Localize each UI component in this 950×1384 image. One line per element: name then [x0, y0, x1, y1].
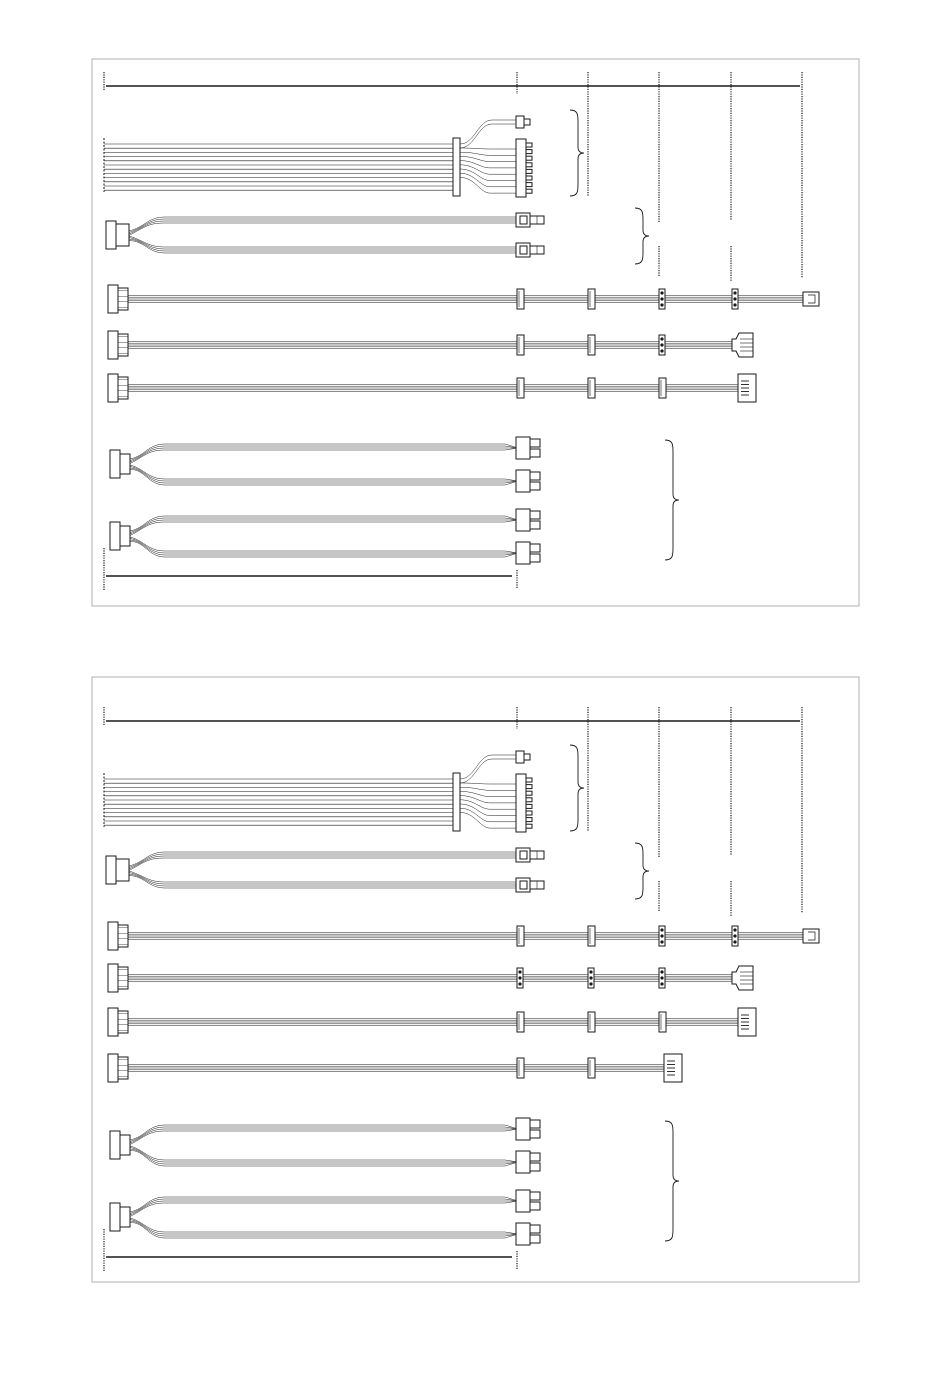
pin-dot — [733, 928, 736, 931]
pin-dot — [589, 982, 592, 985]
main-connector-pin — [526, 189, 532, 193]
molex-connector — [732, 289, 738, 309]
pin-dot — [660, 343, 663, 346]
cable-wire — [460, 787, 516, 790]
psu-side-connector — [108, 1054, 128, 1082]
daisy-chain-cable — [108, 922, 819, 950]
cable-wire — [130, 1150, 518, 1166]
cable-wire — [129, 223, 516, 236]
psu-side-connector — [108, 331, 128, 359]
molex-end-connector — [732, 966, 753, 990]
connector-body — [588, 289, 595, 309]
pcie-connector-body — [516, 509, 530, 531]
cable-wire — [460, 800, 516, 809]
connector-body — [732, 333, 753, 357]
daisy-chain-cable — [108, 331, 753, 359]
main-connector-pin — [526, 818, 532, 822]
molex-connector — [588, 968, 594, 988]
floppy-connector — [803, 292, 819, 306]
main-connector-pin — [526, 176, 532, 180]
pin-dot — [660, 291, 663, 294]
pcie-latch — [530, 482, 540, 490]
floppy-connector — [803, 929, 819, 943]
aux-connector-latch — [524, 754, 530, 760]
connector-housing — [120, 454, 130, 474]
connector-body — [588, 926, 595, 946]
pcie-connector-body — [516, 1223, 530, 1245]
pin-dot — [660, 940, 663, 943]
sata-connector — [588, 378, 595, 398]
length-brace — [635, 208, 649, 264]
connector-body — [110, 1203, 120, 1231]
sata-connector — [517, 1012, 524, 1032]
pcie-split-cable — [110, 509, 540, 564]
daisy-chain-cable — [108, 964, 753, 992]
atx-24pin-cable — [104, 751, 532, 832]
psu-side-connector — [108, 964, 128, 992]
pcie-split-cable — [110, 1118, 540, 1173]
connector-body — [517, 926, 524, 946]
main-connector-pin — [526, 169, 532, 173]
sata-connector — [659, 378, 666, 398]
cable-wire — [130, 520, 518, 536]
main-connector-pin — [526, 824, 532, 828]
pcie-connector-body — [516, 542, 530, 564]
sata-end-connector — [738, 1008, 756, 1036]
pin-dot — [660, 349, 663, 352]
pcie-connector-body — [516, 1118, 530, 1140]
cable-wire — [130, 1129, 518, 1145]
cable-wire — [130, 448, 518, 464]
pin-dot — [660, 934, 663, 937]
sata-connector — [588, 335, 595, 355]
sata-connector — [517, 335, 524, 355]
connector-body — [108, 1008, 118, 1036]
pin-dot — [660, 928, 663, 931]
pin-dot — [660, 303, 663, 306]
cable-wire — [460, 759, 516, 783]
pcie-latch — [530, 1235, 540, 1243]
cable-wire — [460, 173, 516, 187]
connector-housing — [120, 526, 130, 546]
atx-24pin-cable — [104, 116, 532, 197]
pin-dot — [660, 976, 663, 979]
pin-dot — [733, 940, 736, 943]
sata-connector — [588, 926, 595, 946]
pin-dot — [518, 970, 521, 973]
pcie-connector-body — [516, 470, 530, 492]
daisy-chain-cable — [108, 1008, 756, 1036]
connector-body — [517, 378, 524, 398]
pcie-connector-body — [516, 1190, 530, 1212]
top-cable-diagram — [92, 59, 859, 606]
connector-housing — [118, 288, 128, 310]
psu-side-connector — [108, 374, 128, 402]
sata-connector — [588, 289, 595, 309]
molex-end-connector — [732, 333, 753, 357]
pcie-latch — [530, 1192, 540, 1200]
pin-dot — [589, 976, 592, 979]
pcie-split-cable — [110, 437, 540, 492]
connector-body — [110, 1131, 120, 1159]
cable-wire — [460, 812, 516, 828]
pin-dot — [518, 982, 521, 985]
pcie-latch — [530, 1130, 540, 1138]
cpu-connector-window — [520, 881, 527, 889]
connector-body — [517, 1012, 524, 1032]
cpu-split-cable — [106, 848, 544, 892]
length-brace — [570, 745, 584, 831]
connector-body — [803, 292, 819, 306]
cable-wire — [129, 236, 516, 247]
cable-wire — [130, 1218, 518, 1234]
daisy-chain-cable — [108, 285, 819, 313]
connector-housing — [118, 1057, 128, 1079]
bottom-cable-diagram — [92, 677, 859, 1282]
main-connector-body — [516, 774, 526, 832]
sata-connector — [517, 926, 524, 946]
pin-dot — [733, 934, 736, 937]
sata-connector — [517, 1058, 524, 1078]
cable-sleeve-clamp — [453, 138, 460, 196]
pcie-latch — [530, 521, 540, 529]
cable-wire — [130, 541, 518, 557]
cable-wire — [460, 156, 516, 161]
psu-side-connector — [108, 1008, 128, 1036]
pcie-latch — [530, 554, 540, 562]
connector-body — [108, 1054, 118, 1082]
molex-connector — [659, 926, 665, 946]
aux-connector-body — [516, 116, 524, 128]
connector-body — [588, 1058, 595, 1078]
pcie-connector-body — [516, 1151, 530, 1173]
main-connector-pin — [526, 150, 532, 154]
pcie-latch — [530, 544, 540, 552]
cable-sleeve-clamp — [453, 773, 460, 831]
pcie-latch — [530, 1120, 540, 1128]
connector-housing — [118, 1011, 128, 1033]
molex-connector — [659, 968, 665, 988]
cable-wire — [460, 124, 516, 148]
pin-dot — [660, 970, 663, 973]
connector-body — [517, 1058, 524, 1078]
cable-wire — [460, 120, 516, 144]
length-brace — [635, 843, 649, 899]
molex-connector — [732, 926, 738, 946]
pcie-latch — [530, 1163, 540, 1171]
main-connector-pin — [526, 785, 532, 789]
pin-dot — [589, 970, 592, 973]
pcie-latch — [530, 511, 540, 519]
main-connector-pin — [526, 798, 532, 802]
pin-dot — [733, 291, 736, 294]
cable-wire — [130, 1201, 518, 1217]
connector-body — [110, 522, 120, 550]
connector-body — [732, 966, 753, 990]
connector-body — [659, 378, 666, 398]
connector-body — [106, 221, 116, 249]
main-connector-pin — [526, 791, 532, 795]
length-brace — [665, 1121, 679, 1241]
cable-wire — [460, 808, 516, 822]
pcie-latch — [530, 439, 540, 447]
sata-end-connector — [738, 374, 756, 402]
cable-wire — [460, 152, 516, 155]
connector-body — [588, 378, 595, 398]
cable-wire — [460, 791, 516, 796]
connector-body — [110, 450, 120, 478]
pin-dot — [660, 982, 663, 985]
connector-body — [588, 335, 595, 355]
cable-wire — [129, 871, 516, 882]
connector-housing — [116, 224, 129, 246]
connector-body — [108, 964, 118, 992]
sata-connector — [517, 289, 524, 309]
cable-wire — [129, 873, 516, 885]
cable-wire — [460, 755, 516, 779]
pin-dot — [660, 297, 663, 300]
cable-wire — [129, 238, 516, 250]
main-connector-pin — [526, 143, 532, 147]
sata-connector — [659, 1012, 666, 1032]
connector-body — [108, 374, 118, 402]
pcie-connector-body — [516, 437, 530, 459]
aux-connector-latch — [524, 119, 530, 125]
connector-housing — [118, 377, 128, 399]
connector-body — [588, 1012, 595, 1032]
main-connector-body — [516, 139, 526, 197]
pin-dot — [518, 976, 521, 979]
main-connector-pin — [526, 163, 532, 167]
main-connector-pin — [526, 804, 532, 808]
connector-body — [108, 285, 118, 313]
cable-wire — [460, 177, 516, 193]
pin-dot — [660, 337, 663, 340]
pcie-latch — [530, 472, 540, 480]
cpu-split-cable — [106, 213, 544, 257]
main-connector-pin — [526, 183, 532, 187]
cable-wire — [130, 465, 518, 481]
main-connector-pin — [526, 156, 532, 160]
sata-connector — [588, 1058, 595, 1078]
length-brace — [665, 440, 679, 560]
cable-wire — [130, 1146, 518, 1162]
connector-housing — [118, 334, 128, 356]
pcie-latch — [530, 1153, 540, 1161]
cable-wire — [460, 148, 516, 149]
molex-connector — [659, 289, 665, 309]
connector-body — [803, 929, 819, 943]
pcie-split-cable — [110, 1190, 540, 1245]
daisy-chain-cable — [108, 1054, 682, 1082]
connector-body — [517, 289, 524, 309]
cable-wire — [130, 537, 518, 553]
pcie-latch — [530, 449, 540, 457]
cable-wire — [129, 858, 516, 871]
connector-housing — [116, 859, 129, 881]
connector-body — [106, 856, 116, 884]
pin-dot — [733, 297, 736, 300]
molex-connector — [659, 335, 665, 355]
molex-connector — [517, 968, 523, 988]
aux-connector-body — [516, 751, 524, 763]
pcie-latch — [530, 1225, 540, 1233]
sata-connector — [517, 378, 524, 398]
cable-wire — [130, 1222, 518, 1238]
pin-dot — [733, 303, 736, 306]
diagram-frame — [92, 677, 859, 1282]
main-connector-pin — [526, 778, 532, 782]
psu-side-connector — [108, 922, 128, 950]
connector-housing — [120, 1135, 130, 1155]
connector-housing — [118, 967, 128, 989]
sata-connector — [588, 1012, 595, 1032]
cpu-connector-window — [520, 216, 527, 224]
cable-wire — [460, 783, 516, 784]
connector-body — [517, 335, 524, 355]
sata-end-connector — [664, 1054, 682, 1082]
psu-side-connector — [108, 285, 128, 313]
connector-housing — [120, 1207, 130, 1227]
cable-wire — [460, 165, 516, 174]
cable-wire — [130, 469, 518, 485]
connector-housing — [118, 925, 128, 947]
pcie-latch — [530, 1202, 540, 1210]
length-brace — [570, 110, 584, 196]
connector-body — [659, 1012, 666, 1032]
cpu-connector-window — [520, 246, 527, 254]
main-connector-pin — [526, 811, 532, 815]
daisy-chain-cable — [108, 374, 756, 402]
cpu-connector-window — [520, 851, 527, 859]
connector-body — [108, 331, 118, 359]
connector-body — [108, 922, 118, 950]
